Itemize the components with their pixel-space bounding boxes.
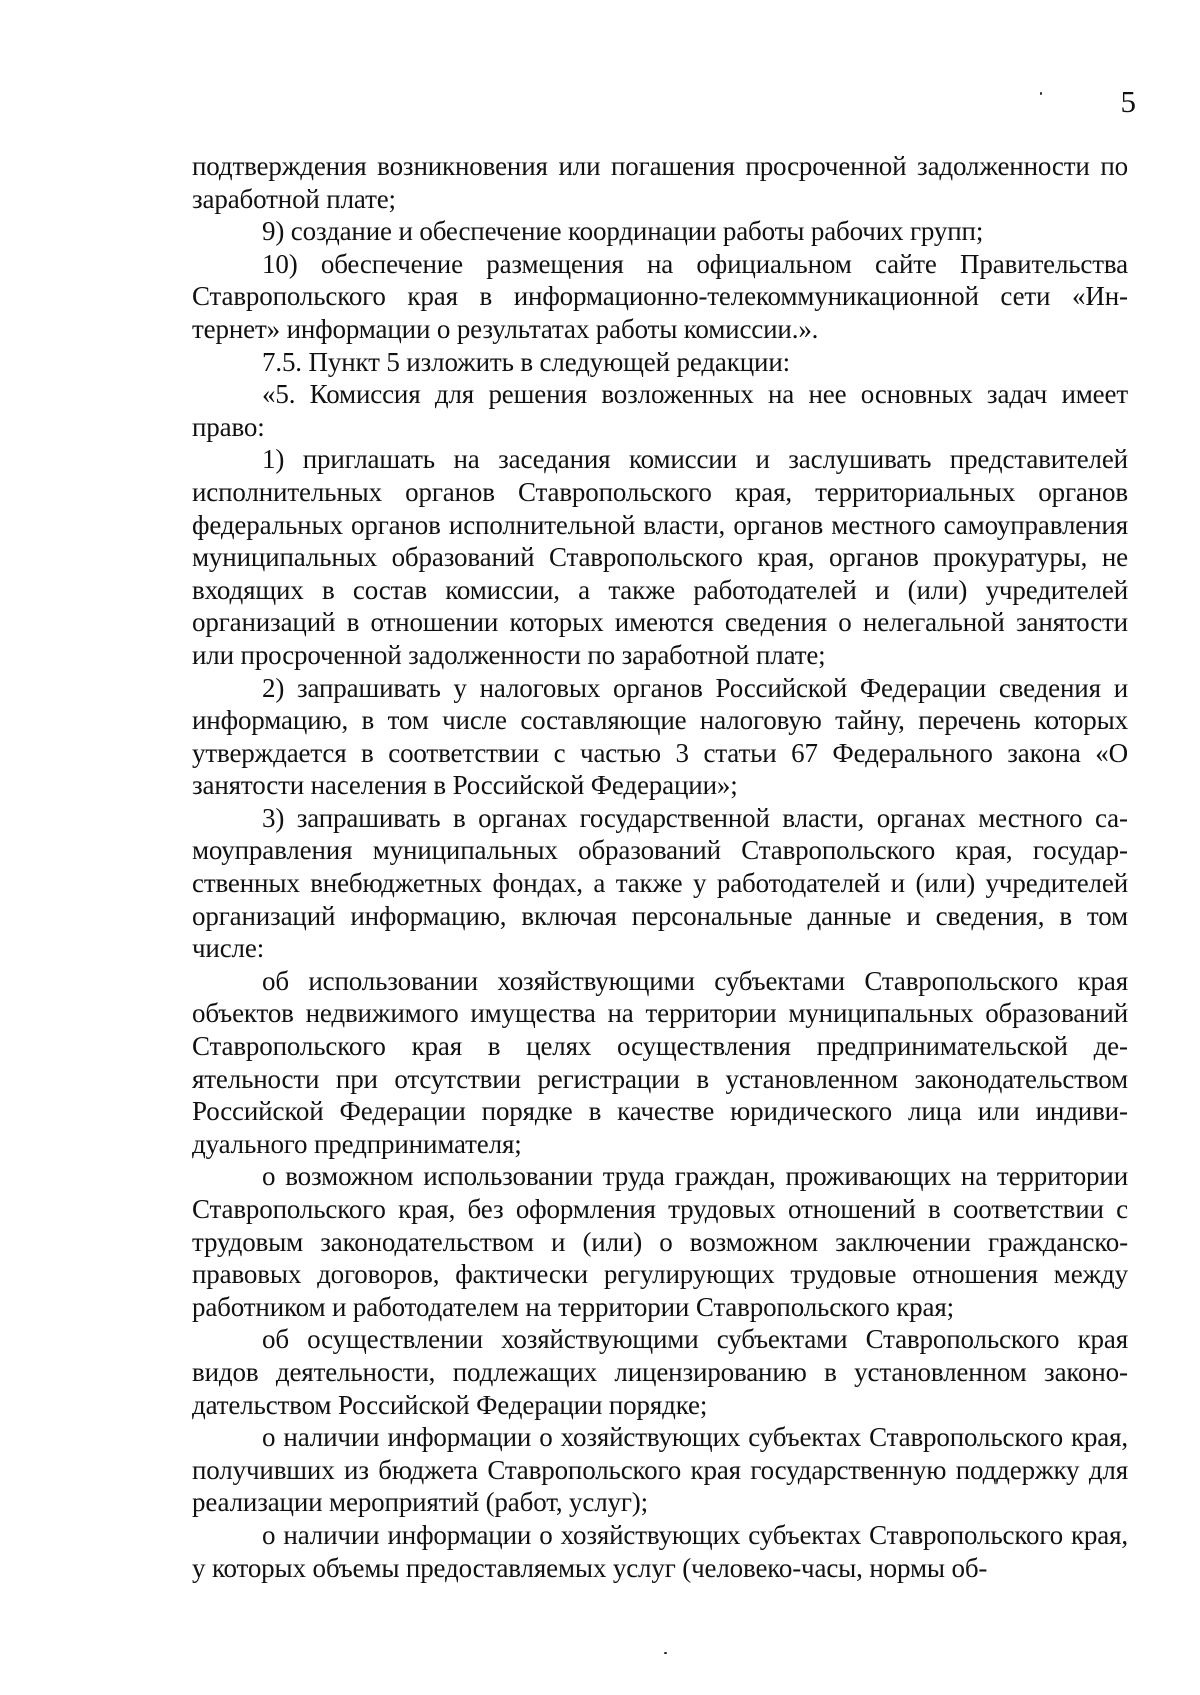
paragraph-info-labor: о возможном использовании труда граждан, проживающих на территории Ставропольского края, без оформления трудовых отношений в соответствии с трудовым законодательством и (или) о возможном заключении гражданско-правовых договоров, фактически регулирующих трудовые отношения между работником и работодателем на территории Ставропольского края;: [192, 1161, 1128, 1322]
paragraph-clause-5: «5. Комиссия для решения возложенных на нее основных задач имеет право:: [192, 379, 1128, 442]
paragraph-info-service-volumes: о наличии информации о хозяйствующих субъектах Ставропольского края, у которых объемы предоставляемых услуг (человеко-часы, нормы об-: [192, 1519, 1128, 1583]
document-body: [192, 150, 1128, 1584]
scan-speck: [1040, 92, 1042, 95]
paragraph-item-9: 9) создание и обеспечение координации работы рабочих групп;: [262, 216, 984, 247]
page-number: 5: [1120, 84, 1136, 119]
paragraph-right-1: 1) приглашать на заседания комиссии и заслушивать представителей исполнительных органов Ставропольского края, территориальных органов федеральных органов исполнительной власти, органов местного самоуправления муниципальных образований Ставропольского края, органов прокуратуры, не входящих в состав комиссии, а также работодателей и (или) учредителей организаций в отношении которых имеются сведения о нелегальной занятости или просроченной задолженности по заработной плате;: [192, 444, 1128, 670]
paragraph-amendment-7-5: 7.5. Пункт 5 изложить в следующей редакции:: [262, 346, 790, 377]
paragraph-right-3: 3) запрашивать в органах государственной власти, органах местного самоуправления муниципальных образований Ставропольского края, государственных внебюджетных фондах, а также у работодателей и (или) учредителей организаций информацию, включая персональные данные и сведения, в том числе:: [192, 802, 1128, 964]
paragraph-right-2: 2) запрашивать у налоговых органов Российской Федерации сведения и информацию, в том числе составляющие налоговую тайну, перечень которых утверждается в соответствии с частью 3 статьи 67 Федерального закона «О занятости населения в Российской Федерации»;: [192, 672, 1128, 801]
paragraph-info-licensing: об осуществлении хозяйствующими субъектами Ставропольского края видов деятельности, подлежащих лицензированию в установленном законодательством Российской Федерации порядке;: [192, 1324, 1128, 1420]
paragraph-item-10: 10) обеспечение размещения на официальном сайте Правительства Ставропольского края в информационно-телекоммуникационной сети «Интернет» информации о результатах работы комиссии.».: [192, 248, 1128, 344]
paragraph-continuation: подтверждения возникновения или погашения просроченной задолженности по заработной плате;: [192, 151, 1128, 214]
paragraph-info-real-estate: об использовании хозяйствующими субъектами Ставропольского края объектов недвижимого имущества на территории муниципальных образований Ставропольского края в целях осуществления предпринимательской деятельности при отсутствии регистрации в установленном законодательством Российской Федерации порядке в качестве юридического лица или индивидуального предпринимателя;: [192, 965, 1128, 1159]
paragraph-info-state-support: о наличии информации о хозяйствующих субъектах Ставропольского края, получивших из бюджета Ставропольского края государственную поддержку для реализации мероприятий (работ, услуг);: [192, 1422, 1128, 1518]
scan-speck: [664, 1652, 667, 1654]
